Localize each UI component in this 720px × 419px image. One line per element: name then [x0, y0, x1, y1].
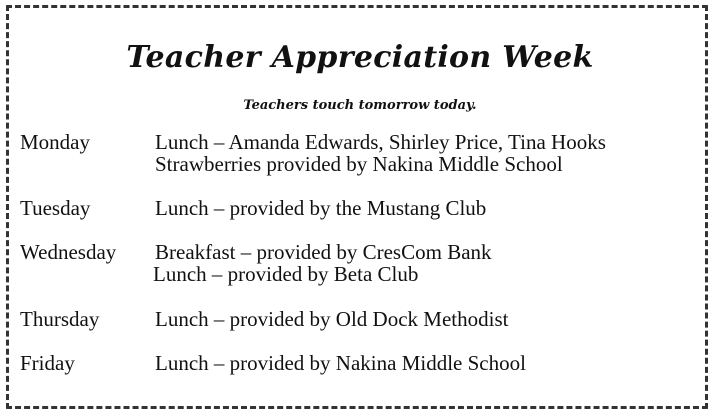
tagline: Teachers touch tomorrow today. — [243, 98, 477, 113]
tuesday-line-1: Lunch – provided by the Mustang Club — [155, 196, 487, 220]
monday-line-2: Strawberries provided by Nakina Middle School — [155, 152, 563, 176]
day-label-thursday: Thursday — [20, 307, 100, 331]
thursday-line-1: Lunch – provided by Old Dock Methodist — [155, 307, 509, 331]
wednesday-line-2: Lunch – provided by Beta Club — [153, 262, 419, 286]
monday-line-1: Lunch – Amanda Edwards, Shirley Price, Tina Hooks — [155, 130, 606, 154]
page-title: Teacher Appreciation Week — [126, 40, 594, 75]
day-label-tuesday: Tuesday — [20, 196, 91, 220]
wednesday-line-1: Breakfast – provided by CresCom Bank — [155, 240, 492, 264]
friday-line-1: Lunch – provided by Nakina Middle School — [155, 351, 526, 375]
day-label-friday: Friday — [20, 351, 75, 375]
day-label-monday: Monday — [20, 130, 90, 154]
day-label-wednesday: Wednesday — [20, 240, 117, 264]
